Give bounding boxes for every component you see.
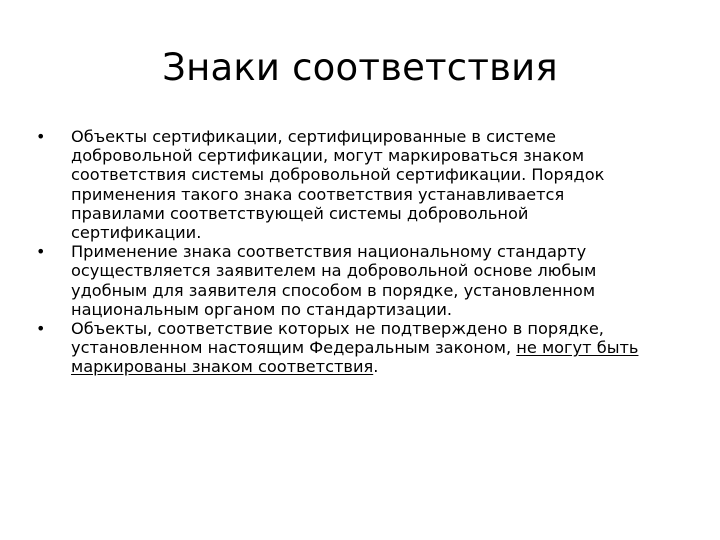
bullet-item — [36, 242, 660, 319]
bullet-text-underlined: не могут быть маркированы знаком соответствия — [71, 338, 639, 377]
bullet-text-end: . — [373, 357, 379, 377]
bullet-text — [71, 319, 660, 377]
bullet-text: Объекты сертификации, сертифицированные в системе добровольной сертификации, могут маркироваться знаком соответствия системы добровольной сертификации. Порядок применения такого знака соответствия устанавливается правилами соответствующей системы добровольной сертификации. — [71, 127, 605, 243]
bullet-icon: • — [36, 127, 46, 146]
bullet-icon: • — [36, 242, 46, 262]
bullet-icon: • — [36, 319, 46, 339]
bullet-item — [36, 319, 660, 377]
bullet-text: Применение знака соответствия национальному стандарту осуществляется заявителем на добровольной основе любым удобным для заявителя способом в порядке, установленном национальным органом по стандартизации. — [71, 242, 597, 319]
bullet-list — [36, 127, 660, 377]
bullet-item — [36, 127, 660, 242]
bullet-text-plain: Объекты, соответствие которых не подтверждено в порядке, установленном настоящим Федеральным законом, — [71, 319, 604, 358]
slide-title: Знаки соответствия — [162, 46, 558, 89]
